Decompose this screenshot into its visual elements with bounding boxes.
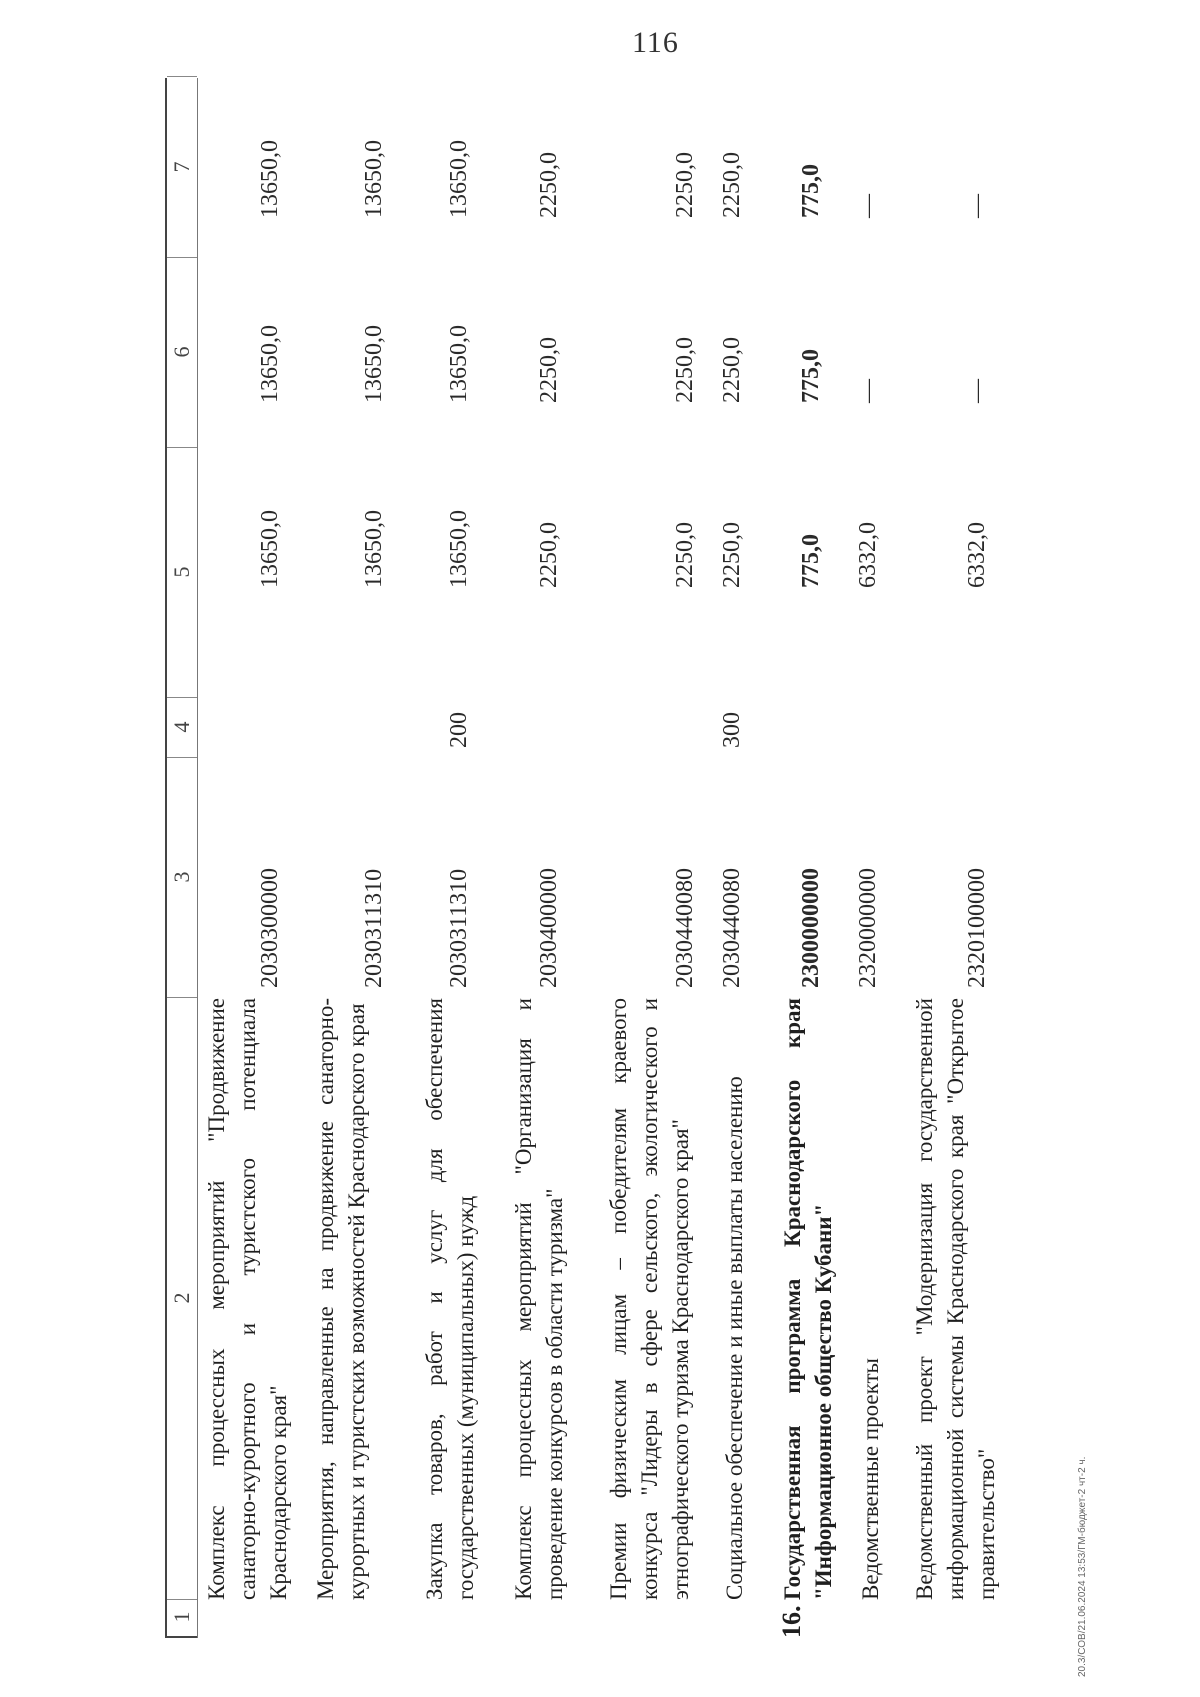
row-value-5: 2250,0 bbox=[536, 522, 562, 588]
row-name: Закупка товаров, работ и услуг для обеспечения государственных (муниципальных) нужд bbox=[422, 998, 478, 1600]
row-value-6: 13650,0 bbox=[361, 325, 387, 403]
row-value-5: 13650,0 bbox=[361, 510, 387, 588]
row-type: 200 bbox=[446, 712, 472, 748]
row-code: 2030400000 bbox=[536, 868, 562, 988]
row-name: Ведомственный проект "Модернизация государственной информационной системы Краснодарского края "Открытое правительство" bbox=[912, 998, 999, 1600]
row-value-7: — bbox=[855, 194, 881, 218]
header-col-1: 1 bbox=[167, 1598, 197, 1638]
row-code: 2030300000 bbox=[257, 868, 283, 988]
rotated-table bbox=[165, 78, 1100, 1638]
row-code: 2030440080 bbox=[672, 868, 698, 988]
header-col-7: 7 bbox=[167, 76, 197, 258]
row-value-5: 775,0 bbox=[798, 534, 824, 588]
row-value-6: — bbox=[855, 379, 881, 403]
row-value-7: 2250,0 bbox=[536, 152, 562, 218]
row-name: Комплекс процессных мероприятий "Продвижение санаторно-курортного и туристского потенциала Краснодарского края" bbox=[204, 998, 291, 1600]
row-value-5: 6332,0 bbox=[964, 522, 990, 588]
row-code: 2030311310 bbox=[361, 868, 387, 988]
row-value-5: 2250,0 bbox=[672, 522, 698, 588]
row-name: Премии физическим лицам – победителям краевого конкурса "Лидеры в сфере сельского, экологического и этнографического туризма Краснодарского края" bbox=[606, 998, 693, 1600]
header-col-3: 3 bbox=[167, 757, 197, 998]
row-code: 2320100000 bbox=[964, 868, 990, 988]
row-value-7: 13650,0 bbox=[446, 140, 472, 218]
footer-stamp bbox=[1072, 1456, 1088, 1677]
row-name: Комплекс процессных мероприятий "Организация и проведение конкурсов в области туризма" bbox=[511, 998, 567, 1600]
row-number: 16. bbox=[777, 1605, 806, 1638]
row-value-7: 2250,0 bbox=[672, 152, 698, 218]
row-value-6: 775,0 bbox=[798, 349, 824, 403]
row-value-6: 13650,0 bbox=[257, 325, 283, 403]
table-header bbox=[165, 78, 198, 1638]
row-name: Мероприятия, направленные на продвижение санаторно-курортных и туристских возможностей Краснодарского края bbox=[313, 998, 369, 1600]
header-col-4: 4 bbox=[167, 697, 197, 758]
page-number: 116 bbox=[632, 26, 679, 59]
row-value-6: 2250,0 bbox=[672, 337, 698, 403]
row-value-5: 13650,0 bbox=[257, 510, 283, 588]
row-code: 2320000000 bbox=[855, 868, 881, 988]
row-value-6: 13650,0 bbox=[446, 325, 472, 403]
row-name: Социальное обеспечение и иные выплаты населению bbox=[722, 1076, 747, 1600]
row-type: 300 bbox=[719, 712, 745, 748]
row-code: 2030311310 bbox=[446, 868, 472, 988]
row-value-7: 775,0 bbox=[798, 164, 824, 218]
row-value-6: 2250,0 bbox=[536, 337, 562, 403]
header-col-5: 5 bbox=[167, 447, 197, 698]
row-code: 2030440080 bbox=[719, 868, 745, 988]
row-value-5: 2250,0 bbox=[719, 522, 745, 588]
row-value-6: — bbox=[964, 379, 990, 403]
footer-stamp-text: 20.3/СОВ/21.06.2024 13:53/ГМ-бюджет-2 чт-2 ч. bbox=[1077, 1456, 1088, 1677]
row-value-7: 2250,0 bbox=[719, 152, 745, 218]
row-value-6: 2250,0 bbox=[719, 337, 745, 403]
row-code: 2300000000 bbox=[798, 868, 824, 988]
header-col-2: 2 bbox=[167, 997, 197, 1600]
row-value-7: 13650,0 bbox=[361, 140, 387, 218]
row-name: Ведомственные проекты bbox=[858, 1358, 883, 1600]
row-value-7: 13650,0 bbox=[257, 140, 283, 218]
row-value-5: 6332,0 bbox=[855, 522, 881, 588]
row-name: Государственная программа Краснодарского края "Информационное общество Кубани" bbox=[780, 998, 836, 1600]
row-value-7: — bbox=[964, 194, 990, 218]
row-value-5: 13650,0 bbox=[446, 510, 472, 588]
header-col-6: 6 bbox=[167, 257, 197, 448]
